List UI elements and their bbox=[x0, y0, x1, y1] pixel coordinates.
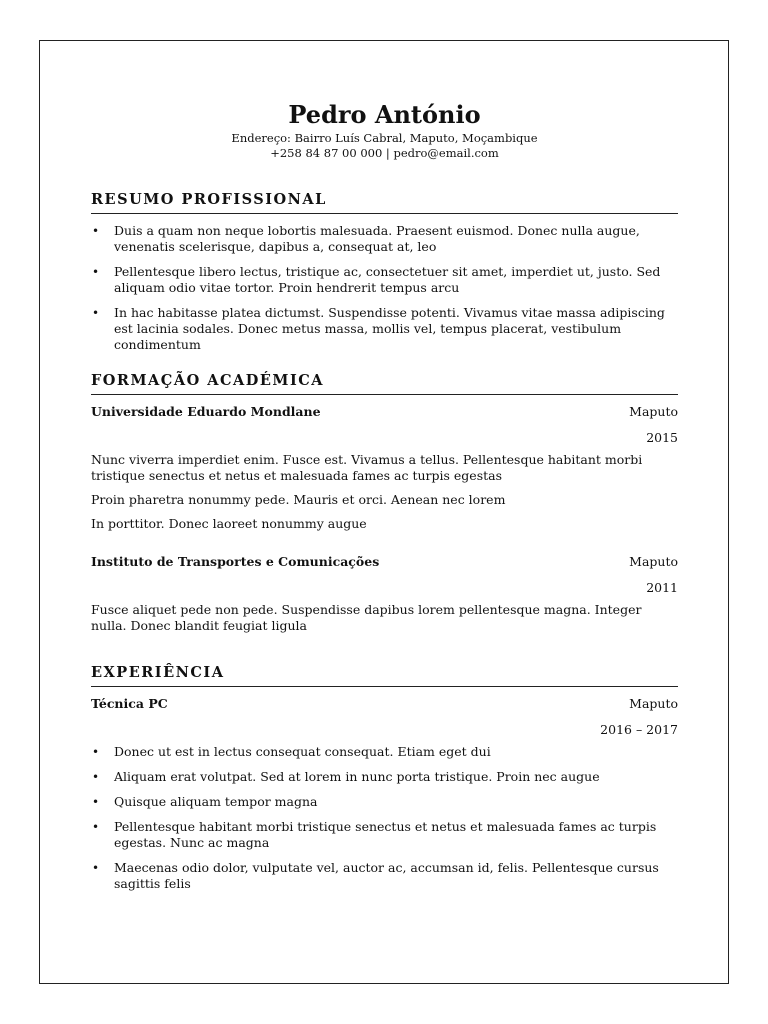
candidate-name: Pedro António bbox=[288, 100, 481, 129]
bullet-icon: • bbox=[92, 770, 100, 784]
resume-header bbox=[91, 99, 678, 161]
entry-paragraph: Fusce aliquet pede non pede. Suspendisse dapibus lorem pellentesque magna. Integer nulla. Donec blandit feugiat ligula bbox=[91, 602, 642, 633]
entry-location: Maputo bbox=[629, 696, 678, 711]
entry-paragraph: Proin pharetra nonummy pede. Mauris et orci. Aenean nec lorem bbox=[91, 492, 506, 507]
section-title-experiencia: EXPERIÊNCIA bbox=[91, 664, 678, 687]
resume-content bbox=[91, 99, 678, 901]
entry-paragraph: In porttitor. Donec laoreet nonummy augue bbox=[91, 516, 367, 531]
bullet-icon: • bbox=[92, 820, 100, 834]
entry-location: Maputo bbox=[629, 404, 678, 419]
entry-date: 2011 bbox=[646, 580, 678, 595]
list-item-text: Quisque aliquam tempor magna bbox=[114, 794, 318, 809]
entry-paragraph: Nunc viverra imperdiet enim. Fusce est. Vivamus a tellus. Pellentesque habitant morbi tristique senectus et netus et malesuada fames ac turpis egestas bbox=[91, 452, 643, 483]
section-resumo-profissional bbox=[91, 191, 678, 353]
institution-name: Universidade Eduardo Mondlane bbox=[91, 404, 321, 419]
resume-page bbox=[39, 40, 729, 984]
section-experiencia bbox=[91, 664, 678, 892]
section-title-resumo: RESUMO PROFISSIONAL bbox=[91, 191, 678, 214]
list-item-text: Pellentesque libero lectus, tristique ac, consectetuer sit amet, imperdiet ut, justo. Sed aliquam odio vitae tortor. Proin hendrerit tempus arcu bbox=[114, 264, 661, 295]
education-entry bbox=[91, 554, 678, 634]
list-item bbox=[91, 794, 678, 810]
entry-header bbox=[91, 404, 678, 420]
contact-line: +258 84 87 00 000 | pedro@email.com bbox=[270, 146, 499, 160]
address-line: Endereço: Bairro Luís Cabral, Maputo, Moçambique bbox=[231, 131, 538, 145]
list-item-text: Aliquam erat volutpat. Sed at lorem in nunc porta tristique. Proin nec augue bbox=[114, 769, 600, 784]
resumo-list bbox=[91, 223, 678, 353]
list-item-text: In hac habitasse platea dictumst. Suspendisse potenti. Vivamus vitae massa adipiscing est lacinia sodales. Donec metus massa, mollis vel, tempus placerat, vestibulum condimentum bbox=[114, 305, 665, 352]
list-item-text: Maecenas odio dolor, vulputate vel, auctor ac, accumsan id, felis. Pellentesque cursus sagittis felis bbox=[114, 860, 659, 891]
list-item-text: Pellentesque habitant morbi tristique senectus et netus et malesuada fames ac turpis egestas. Nunc ac magna bbox=[114, 819, 657, 850]
section-formacao-academica bbox=[91, 372, 678, 634]
job-title: Técnica PC bbox=[91, 696, 168, 711]
list-item bbox=[91, 223, 678, 255]
list-item bbox=[91, 305, 678, 353]
entry-header bbox=[91, 554, 678, 570]
list-item-text: Duis a quam non neque lobortis malesuada. Praesent euismod. Donec nulla augue, venenatis scelerisque, dapibus a, consequat at, leo bbox=[114, 223, 640, 254]
education-entry bbox=[91, 404, 678, 532]
entry-location: Maputo bbox=[629, 554, 678, 569]
entry-date: 2015 bbox=[646, 430, 678, 445]
list-item-text: Donec ut est in lectus consequat consequat. Etiam eget dui bbox=[114, 744, 491, 759]
bullet-icon: • bbox=[92, 265, 100, 279]
list-item bbox=[91, 819, 678, 851]
list-item bbox=[91, 860, 678, 892]
bullet-icon: • bbox=[92, 745, 100, 759]
entry-date: 2016 – 2017 bbox=[600, 722, 678, 737]
list-item bbox=[91, 769, 678, 785]
entry-header bbox=[91, 696, 678, 712]
bullet-icon: • bbox=[92, 306, 100, 320]
section-title-formacao: FORMAÇÃO ACADÉMICA bbox=[91, 372, 678, 395]
list-item bbox=[91, 744, 678, 760]
bullet-icon: • bbox=[92, 224, 100, 238]
experience-list bbox=[91, 744, 678, 892]
bullet-icon: • bbox=[92, 795, 100, 809]
bullet-icon: • bbox=[92, 861, 100, 875]
list-item bbox=[91, 264, 678, 296]
institution-name: Instituto de Transportes e Comunicações bbox=[91, 554, 380, 569]
